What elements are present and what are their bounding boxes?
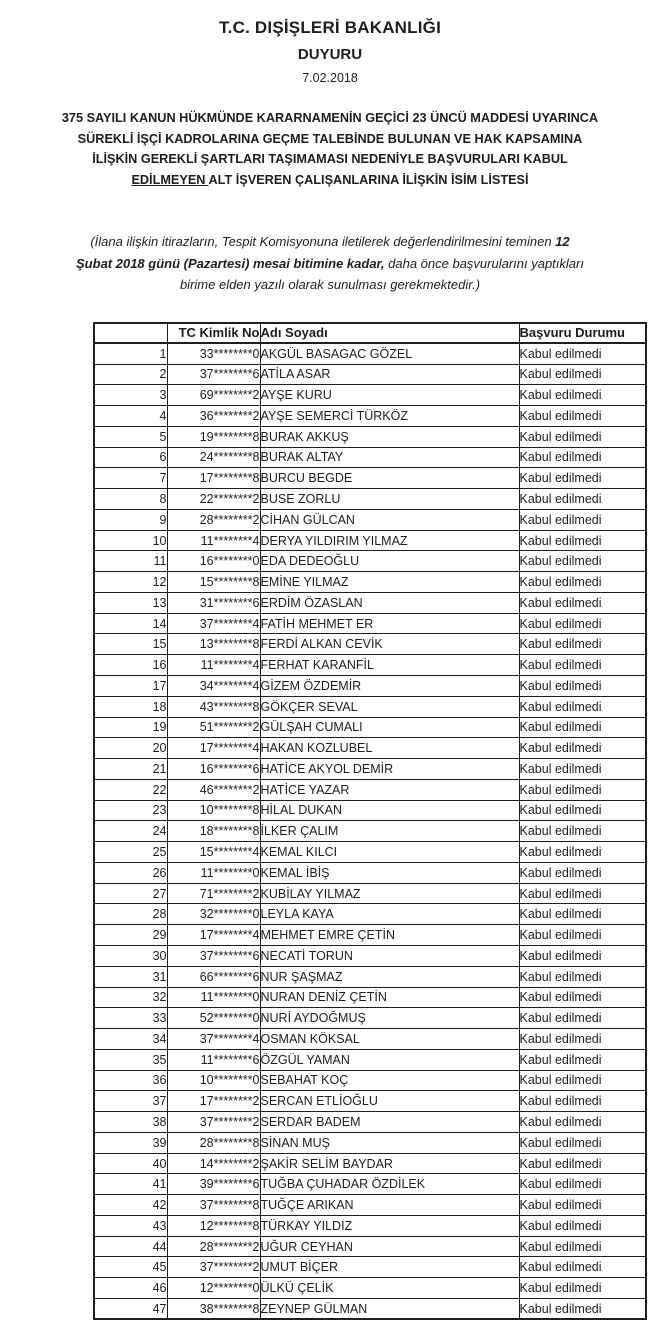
application-status-cell: Kabul edilmedi [519, 987, 646, 1008]
table-row [94, 1049, 646, 1070]
applicant-name-cell: SEBAHAT KOÇ [260, 1070, 519, 1091]
application-status-cell: Kabul edilmedi [519, 1174, 646, 1195]
applicant-name-cell: SERDAR BADEM [260, 1112, 519, 1133]
applicant-name-cell: NECATİ TORUN [260, 945, 519, 966]
row-index-cell: 17 [94, 676, 167, 697]
applicant-name-cell: HAKAN KOZLUBEL [260, 738, 519, 759]
applicant-name-cell: LEYLA KAYA [260, 904, 519, 925]
row-index-cell: 12 [94, 572, 167, 593]
table-row [94, 406, 646, 427]
application-status-cell: Kabul edilmedi [519, 1153, 646, 1174]
row-index-cell: 32 [94, 987, 167, 1008]
applicant-name-cell: ATİLA ASAR [260, 364, 519, 385]
applicant-name-cell: HİLAL DUKAN [260, 800, 519, 821]
application-status-cell: Kabul edilmedi [519, 489, 646, 510]
tc-kimlik-cell: 66********6 [167, 966, 260, 987]
row-index-cell: 20 [94, 738, 167, 759]
tc-kimlik-cell: 12********8 [167, 1215, 260, 1236]
applicant-name-cell: AYŞE KURU [260, 385, 519, 406]
application-status-cell: Kabul edilmedi [519, 676, 646, 697]
application-status-cell: Kabul edilmedi [519, 343, 646, 364]
table-row [94, 1070, 646, 1091]
applicant-name-cell: SERCAN ETLİOĞLU [260, 1091, 519, 1112]
row-index-cell: 33 [94, 1008, 167, 1029]
applicant-name-cell: FERDİ ALKAN CEVİK [260, 634, 519, 655]
application-status-cell: Kabul edilmedi [519, 364, 646, 385]
application-status-cell: Kabul edilmedi [519, 509, 646, 530]
table-row [94, 717, 646, 738]
tc-kimlik-cell: 37********4 [167, 613, 260, 634]
applicant-name-cell: CİHAN GÜLCAN [260, 509, 519, 530]
table-row [94, 800, 646, 821]
table-row [94, 551, 646, 572]
tc-kimlik-cell: 19********8 [167, 426, 260, 447]
application-status-cell: Kabul edilmedi [519, 1132, 646, 1153]
applicant-name-cell: HATİCE YAZAR [260, 779, 519, 800]
tc-kimlik-cell: 28********2 [167, 1236, 260, 1257]
table-row [94, 385, 646, 406]
row-index-cell: 36 [94, 1070, 167, 1091]
applicants-table-header [94, 323, 646, 344]
application-status-cell: Kabul edilmedi [519, 738, 646, 759]
table-row [94, 1174, 646, 1195]
application-status-cell: Kabul edilmedi [519, 613, 646, 634]
table-row [94, 1029, 646, 1050]
applicant-name-cell: TUĞBA ÇUHADAR ÖZDİLEK [260, 1174, 519, 1195]
application-status-cell: Kabul edilmedi [519, 572, 646, 593]
application-status-cell: Kabul edilmedi [519, 696, 646, 717]
applicant-name-cell: BURAK AKKUŞ [260, 426, 519, 447]
application-status-cell: Kabul edilmedi [519, 1298, 646, 1319]
application-status-cell: Kabul edilmedi [519, 426, 646, 447]
applicants-table-body [94, 343, 646, 1319]
applicant-name-cell: SİNAN MUŞ [260, 1132, 519, 1153]
applicant-name-cell: DERYA YILDIRIM YILMAZ [260, 530, 519, 551]
table-row [94, 945, 646, 966]
tc-kimlik-cell: 34********4 [167, 676, 260, 697]
tc-kimlik-cell: 52********0 [167, 1008, 260, 1029]
row-index-cell: 1 [94, 343, 167, 364]
applicant-name-cell: ZEYNEP GÜLMAN [260, 1298, 519, 1319]
row-index-cell: 13 [94, 592, 167, 613]
tc-kimlik-cell: 37********2 [167, 1112, 260, 1133]
applicant-name-cell: OSMAN KÖKSAL [260, 1029, 519, 1050]
table-row [94, 426, 646, 447]
applicant-name-cell: AKGÜL BASAGAC GÖZEL [260, 343, 519, 364]
tc-kimlik-cell: 17********4 [167, 925, 260, 946]
applicant-name-cell: MEHMET EMRE ÇETİN [260, 925, 519, 946]
table-row [94, 925, 646, 946]
applicant-name-cell: AYŞE SEMERCİ TÜRKÖZ [260, 406, 519, 427]
table-row [94, 634, 646, 655]
table-row [94, 987, 646, 1008]
table-row [94, 489, 646, 510]
table-row [94, 738, 646, 759]
application-status-cell: Kabul edilmedi [519, 551, 646, 572]
tc-kimlik-cell: 37********4 [167, 1029, 260, 1050]
application-status-cell: Kabul edilmedi [519, 821, 646, 842]
application-status-cell: Kabul edilmedi [519, 406, 646, 427]
tc-kimlik-cell: 12********0 [167, 1278, 260, 1299]
applicant-name-cell: KUBİLAY YILMAZ [260, 883, 519, 904]
tc-kimlik-cell: 43********8 [167, 696, 260, 717]
tc-kimlik-cell: 15********8 [167, 572, 260, 593]
applicant-name-cell: NUR ŞAŞMAZ [260, 966, 519, 987]
applicant-name-cell: FATİH MEHMET ER [260, 613, 519, 634]
application-status-cell: Kabul edilmedi [519, 1236, 646, 1257]
table-row [94, 655, 646, 676]
application-status-cell: Kabul edilmedi [519, 447, 646, 468]
application-status-cell: Kabul edilmedi [519, 779, 646, 800]
applicant-name-cell: ERDİM ÖZASLAN [260, 592, 519, 613]
tc-kimlik-cell: 10********8 [167, 800, 260, 821]
applicant-name-cell: ŞAKİR SELİM BAYDAR [260, 1153, 519, 1174]
applicant-name-cell: NURİ AYDOĞMUŞ [260, 1008, 519, 1029]
ministry-title: T.C. DIŞİŞLERİ BAKANLIĞI [218, 18, 442, 37]
row-index-cell: 27 [94, 883, 167, 904]
row-index-cell: 22 [94, 779, 167, 800]
tc-kimlik-cell: 36********2 [167, 406, 260, 427]
applicant-name-cell: GÖKÇER SEVAL [260, 696, 519, 717]
row-index-cell: 26 [94, 862, 167, 883]
tc-kimlik-cell: 18********8 [167, 821, 260, 842]
row-index-cell: 40 [94, 1153, 167, 1174]
tc-kimlik-cell: 22********2 [167, 489, 260, 510]
row-index-cell: 9 [94, 509, 167, 530]
application-status-cell: Kabul edilmedi [519, 842, 646, 863]
row-index-cell: 18 [94, 696, 167, 717]
tc-kimlik-cell: 38********8 [167, 1298, 260, 1319]
application-status-cell: Kabul edilmedi [519, 1112, 646, 1133]
row-index-cell: 30 [94, 945, 167, 966]
table-row [94, 592, 646, 613]
application-status-cell: Kabul edilmedi [519, 717, 646, 738]
applicant-name-cell: KEMAL KILCI [260, 842, 519, 863]
row-index-cell: 3 [94, 385, 167, 406]
tc-kimlik-cell: 11********4 [167, 655, 260, 676]
tc-kimlik-cell: 46********2 [167, 779, 260, 800]
applicant-name-cell: BUSE ZORLU [260, 489, 519, 510]
application-status-cell: Kabul edilmedi [519, 759, 646, 780]
tc-kimlik-cell: 71********2 [167, 883, 260, 904]
tc-kimlik-cell: 51********2 [167, 717, 260, 738]
row-index-cell: 45 [94, 1257, 167, 1278]
row-index-cell: 31 [94, 966, 167, 987]
application-status-cell: Kabul edilmedi [519, 1278, 646, 1299]
row-index-cell: 35 [94, 1049, 167, 1070]
subject-text-after: ALT İŞVEREN ÇALIŞANLARINA İLİŞKİN İSİM LİSTESİ [208, 172, 529, 187]
tc-kimlik-cell: 28********2 [167, 509, 260, 530]
application-status-cell: Kabul edilmedi [519, 1195, 646, 1216]
application-status-cell: Kabul edilmedi [519, 862, 646, 883]
application-status-cell: Kabul edilmedi [519, 634, 646, 655]
row-index-cell: 42 [94, 1195, 167, 1216]
applicant-name-cell: BURCU BEGDE [260, 468, 519, 489]
tc-kimlik-cell: 37********2 [167, 1257, 260, 1278]
table-row [94, 468, 646, 489]
row-index-cell: 39 [94, 1132, 167, 1153]
applicant-name-cell: EMİNE YILMAZ [260, 572, 519, 593]
row-index-cell: 25 [94, 842, 167, 863]
table-row [94, 1298, 646, 1319]
row-index-cell: 29 [94, 925, 167, 946]
notice-text-end: daha önce başvurularını yaptıkları birime elden yazılı olarak sunulması gerekmektedir.) [179, 255, 584, 292]
name-column-header: Adı Soyadı [260, 323, 519, 344]
subject-text-underlined: EDİLMEYEN [131, 172, 209, 187]
applicant-name-cell: EDA DEDEOĞLU [260, 551, 519, 572]
row-index-cell: 8 [94, 489, 167, 510]
applicant-name-cell: UMUT BİÇER [260, 1257, 519, 1278]
row-index-cell: 44 [94, 1236, 167, 1257]
row-index-cell: 5 [94, 426, 167, 447]
table-row [94, 821, 646, 842]
tc-kimlik-cell: 16********6 [167, 759, 260, 780]
tc-kimlik-cell: 39********6 [167, 1174, 260, 1195]
row-index-cell: 7 [94, 468, 167, 489]
row-index-cell: 10 [94, 530, 167, 551]
announcement-date: 7.02.2018 [302, 71, 358, 85]
table-row [94, 1091, 646, 1112]
table-row [94, 1257, 646, 1278]
row-index-cell: 23 [94, 800, 167, 821]
row-index-cell: 16 [94, 655, 167, 676]
tc-kimlik-cell: 33********0 [167, 343, 260, 364]
application-status-cell: Kabul edilmedi [519, 945, 646, 966]
row-index-cell: 47 [94, 1298, 167, 1319]
row-index-cell: 19 [94, 717, 167, 738]
table-row [94, 1112, 646, 1133]
tc-kimlik-cell: 28********8 [167, 1132, 260, 1153]
tc-kimlik-cell: 37********8 [167, 1195, 260, 1216]
table-row [94, 1153, 646, 1174]
table-row [94, 904, 646, 925]
tc-kimlik-cell: 16********0 [167, 551, 260, 572]
row-index-cell: 34 [94, 1029, 167, 1050]
applicant-name-cell: TUĞÇE ARIKAN [260, 1195, 519, 1216]
application-status-cell: Kabul edilmedi [519, 925, 646, 946]
table-row [94, 759, 646, 780]
tc-kimlik-cell: 37********6 [167, 945, 260, 966]
row-index-cell: 11 [94, 551, 167, 572]
table-row [94, 1278, 646, 1299]
applicant-name-cell: UĞUR CEYHAN [260, 1236, 519, 1257]
row-index-cell: 2 [94, 364, 167, 385]
row-index-cell: 14 [94, 613, 167, 634]
table-row [94, 1215, 646, 1236]
application-status-cell: Kabul edilmedi [519, 1257, 646, 1278]
application-status-cell: Kabul edilmedi [519, 1091, 646, 1112]
row-index-cell: 43 [94, 1215, 167, 1236]
tc-kimlik-cell: 11********6 [167, 1049, 260, 1070]
applicant-name-cell: TÜRKAY YILDIZ [260, 1215, 519, 1236]
table-row [94, 613, 646, 634]
row-index-cell: 4 [94, 406, 167, 427]
tc-kimlik-cell: 14********2 [167, 1153, 260, 1174]
tc-kimlik-cell: 32********0 [167, 904, 260, 925]
applicant-name-cell: NURAN DENİZ ÇETİN [260, 987, 519, 1008]
table-row [94, 779, 646, 800]
tc-kimlik-cell: 17********8 [167, 468, 260, 489]
table-row [94, 842, 646, 863]
application-status-cell: Kabul edilmedi [519, 1008, 646, 1029]
row-index-cell: 37 [94, 1091, 167, 1112]
application-status-cell: Kabul edilmedi [519, 468, 646, 489]
applicant-name-cell: ÜLKÜ ÇELİK [260, 1278, 519, 1299]
tc-kimlik-cell: 17********2 [167, 1091, 260, 1112]
notice-text-start: (İlana ilişkin itirazların, Tespit Komisyonuna iletilerek değerlendirilmesini teminen [90, 234, 556, 249]
tc-kimlik-cell: 69********2 [167, 385, 260, 406]
row-index-cell: 21 [94, 759, 167, 780]
index-column-header [94, 323, 167, 344]
notice-deadline-bold: 12 Şubat 2018 günü (Pazartesi) mesai bitimine kadar, [76, 234, 570, 271]
tc-kimlik-cell: 37********6 [167, 364, 260, 385]
tc-kimlik-cell: 13********8 [167, 634, 260, 655]
row-index-cell: 41 [94, 1174, 167, 1195]
row-index-cell: 24 [94, 821, 167, 842]
application-status-cell: Kabul edilmedi [519, 592, 646, 613]
application-status-cell: Kabul edilmedi [519, 530, 646, 551]
application-status-cell: Kabul edilmedi [519, 655, 646, 676]
tc-kimlik-cell: 31********6 [167, 592, 260, 613]
tc-kimlik-cell: 11********4 [167, 530, 260, 551]
table-row [94, 447, 646, 468]
table-row [94, 883, 646, 904]
header-row [94, 323, 646, 344]
tc-kimlik-cell: 15********4 [167, 842, 260, 863]
applicant-name-cell: FERHAT KARANFİL [260, 655, 519, 676]
table-row [94, 1195, 646, 1216]
table-row [94, 676, 646, 697]
tc-kimlik-cell: 11********0 [167, 987, 260, 1008]
application-status-cell: Kabul edilmedi [519, 385, 646, 406]
tc-kimlik-cell: 17********4 [167, 738, 260, 759]
row-index-cell: 15 [94, 634, 167, 655]
applicant-name-cell: GÜLŞAH CUMALI [260, 717, 519, 738]
tc-kimlik-column-header: TC Kimlik No [167, 323, 260, 344]
application-status-cell: Kabul edilmedi [519, 1029, 646, 1050]
application-status-cell: Kabul edilmedi [519, 1215, 646, 1236]
row-index-cell: 28 [94, 904, 167, 925]
table-row [94, 364, 646, 385]
subject-text-before: 375 SAYILI KANUN HÜKMÜNDE KARARNAMENİN GEÇİCİ 23 ÜNCÜ MADDESİ UYARINCA SÜREKLİ İŞÇİ KADROLARINA GEÇME TALEBİNDE BULUNAN VE HAK KAPSAMINA İLİŞKİN GEREKLİ ŞARTLARI TAŞIMAMASI NEDENİYLE BAŞVURULARI KABUL [61, 111, 599, 166]
table-row [94, 1008, 646, 1029]
applicant-name-cell: BURAK ALTAY [260, 447, 519, 468]
table-row [94, 1236, 646, 1257]
subject-heading [61, 108, 599, 190]
tc-kimlik-cell: 11********0 [167, 862, 260, 883]
tc-kimlik-cell: 24********8 [167, 447, 260, 468]
applicant-name-cell: HATİCE AKYOL DEMİR [260, 759, 519, 780]
table-row [94, 696, 646, 717]
application-status-cell: Kabul edilmedi [519, 883, 646, 904]
table-row [94, 966, 646, 987]
table-row [94, 509, 646, 530]
row-index-cell: 38 [94, 1112, 167, 1133]
application-status-cell: Kabul edilmedi [519, 1070, 646, 1091]
row-index-cell: 46 [94, 1278, 167, 1299]
table-row [94, 862, 646, 883]
table-row [94, 530, 646, 551]
table-row [94, 343, 646, 364]
status-column-header: Başvuru Durumu [519, 323, 646, 344]
table-row [94, 1132, 646, 1153]
application-status-cell: Kabul edilmedi [519, 966, 646, 987]
tc-kimlik-cell: 10********0 [167, 1070, 260, 1091]
application-status-cell: Kabul edilmedi [519, 904, 646, 925]
applicant-name-cell: GİZEM ÖZDEMİR [260, 676, 519, 697]
objection-notice [76, 231, 584, 296]
applicant-name-cell: KEMAL İBİŞ [260, 862, 519, 883]
application-status-cell: Kabul edilmedi [519, 800, 646, 821]
applicants-table [93, 322, 647, 1321]
row-index-cell: 6 [94, 447, 167, 468]
applicant-name-cell: ÖZGÜL YAMAN [260, 1049, 519, 1070]
table-row [94, 572, 646, 593]
application-status-cell: Kabul edilmedi [519, 1049, 646, 1070]
applicant-name-cell: İLKER ÇALIM [260, 821, 519, 842]
announcement-type: DUYURU [297, 46, 363, 63]
